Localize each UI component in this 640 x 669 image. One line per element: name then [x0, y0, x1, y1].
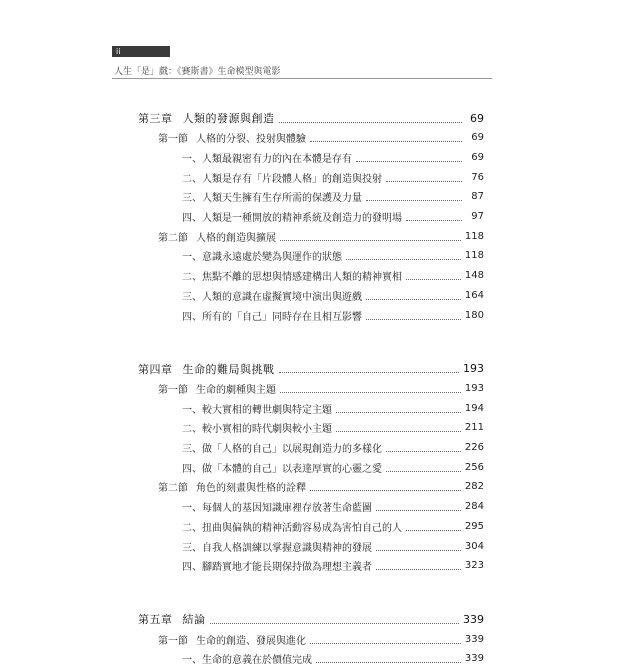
dot-leader [280, 392, 461, 393]
toc-item-title [182, 539, 372, 554]
toc-section-label: 第一節 [158, 134, 188, 146]
toc-item-page-number: 339 [464, 653, 484, 665]
toc-item [112, 285, 484, 305]
toc-item-title [182, 288, 362, 303]
toc-section-page-number: 193 [464, 382, 484, 394]
toc-item-text: 一、生命的意義在於價值完成 [182, 655, 312, 667]
toc-item-text: 四、腳踏實地才能長期保持做為理想主義者 [182, 562, 372, 574]
toc-item-page-number: 226 [464, 442, 484, 453]
toc-item-text: 三、做「人格的自己」以展現創造力的多樣化 [182, 444, 382, 455]
toc-item [112, 266, 484, 286]
toc-section-label: 第二節 [158, 232, 188, 244]
dot-leader [406, 220, 462, 221]
toc-item-page-number: 148 [464, 270, 484, 282]
toc-item-text: 一、人類最親密有力的內在本體是存有 [182, 153, 352, 165]
toc-item-title [182, 440, 382, 455]
dot-leader [346, 259, 461, 260]
dot-leader [310, 141, 462, 142]
dot-leader [406, 279, 461, 280]
dot-leader [280, 240, 461, 241]
dot-leader [366, 319, 461, 320]
toc-section-label: 第二節 [158, 483, 188, 495]
toc-section-text: 人格的分裂、投射與體驗 [196, 134, 306, 146]
toc-chapter [112, 108, 484, 128]
dot-leader [386, 471, 461, 472]
toc-item [112, 207, 484, 227]
toc-item [112, 167, 484, 187]
toc-chapter-text: 結論 [182, 613, 206, 627]
toc-section-page-number: 282 [464, 481, 484, 493]
header-rule [112, 78, 492, 79]
toc-item-title [182, 460, 382, 475]
toc-item-page-number: 323 [464, 560, 484, 572]
toc-item-text: 二、扭曲與偏執的精神活動容易成為害怕自己的人 [182, 522, 402, 534]
toc-item-title [182, 248, 342, 263]
toc-chapter-page-number: 339 [463, 612, 484, 626]
toc-item-title [182, 308, 362, 323]
toc-item-page-number: 118 [464, 250, 484, 262]
toc-item [112, 305, 484, 325]
toc-item-page-number: 69 [471, 151, 484, 163]
dot-leader [316, 662, 461, 663]
toc-item-title [182, 519, 402, 534]
toc-item-page-number: 211 [464, 422, 484, 434]
dot-leader [376, 550, 461, 551]
toc-item-title [182, 420, 332, 435]
toc-item-page-number: 284 [464, 501, 484, 513]
toc-section-text: 生命的創造、發展與進化 [196, 635, 306, 647]
toc-chapter-label: 第四章 [138, 362, 173, 376]
toc-item-title [182, 189, 362, 204]
toc-item-text: 一、每個人的基因知識庫裡存放著生命藍圖 [182, 503, 372, 515]
page-number-tab: ii [112, 46, 170, 57]
toc-item-page-number: 194 [464, 402, 484, 414]
toc-item-text: 二、焦點不離的思想與情感建構出人類的精神實相 [182, 272, 402, 284]
toc-item-page-number: 76 [471, 171, 484, 183]
toc-section [112, 128, 484, 148]
dot-leader [386, 181, 462, 182]
toc-chapter-title [138, 361, 275, 377]
toc-section-page-number: 69 [471, 132, 484, 144]
toc-item-text: 三、自我人格訓練以掌握意識與精神的發展 [182, 542, 372, 554]
toc-chapter-title [138, 611, 206, 627]
dot-leader [310, 643, 461, 644]
toc-item [112, 398, 484, 418]
toc-item-text: 一、意識永遠處於變為與運作的狀態 [182, 252, 342, 264]
toc-item [112, 438, 484, 458]
toc-section-page-number: 118 [464, 230, 484, 242]
dot-leader [279, 122, 463, 123]
dot-leader [376, 510, 461, 511]
toc-item [112, 536, 484, 556]
toc-item [112, 147, 484, 167]
toc-item-title [182, 170, 382, 185]
toc-section-label: 第一節 [158, 635, 188, 647]
toc-chapter-label: 第五章 [138, 613, 173, 627]
toc-item [112, 556, 484, 576]
toc-item-page-number: 164 [464, 289, 484, 301]
toc-item-title [182, 401, 332, 416]
toc-item [112, 649, 484, 669]
toc-section [112, 629, 484, 649]
toc-item [112, 457, 484, 477]
toc-chapter-title [138, 110, 275, 126]
toc-item-text: 四、所有的「自己」同時存在且相互影響 [182, 311, 362, 323]
toc-item-text: 一、較大實相的轉世劇與特定主題 [182, 404, 332, 416]
toc-item-text: 二、較小實相的時代劇與較小主題 [182, 424, 332, 436]
toc-item-page-number: 256 [464, 461, 484, 473]
toc-chapter-page-number: 69 [470, 111, 484, 125]
dot-leader [376, 569, 461, 570]
toc-item-page-number: 97 [471, 211, 484, 222]
toc-item-title [182, 558, 372, 573]
toc-item-title [182, 150, 352, 165]
toc-chapter [112, 609, 484, 629]
toc-chapter-text: 人類的發源與創造 [182, 112, 275, 125]
dot-leader [366, 299, 461, 300]
toc-item-text: 四、人類是一種開放的精神系統及創造力的發明場 [182, 213, 402, 224]
toc-item-title [182, 209, 402, 224]
toc-section [112, 226, 484, 246]
toc-chapter-label: 第三章 [138, 112, 173, 125]
toc-item [112, 187, 484, 207]
toc-item-text: 三、人類的意識在虛擬實境中演出與遊戲 [182, 291, 362, 303]
toc-item-page-number: 304 [464, 540, 484, 552]
dot-leader [210, 623, 460, 624]
toc-section-title [158, 632, 306, 647]
dot-leader [366, 200, 462, 201]
toc-section-text: 生命的劇種與主題 [196, 384, 276, 396]
toc-section-text: 角色的刻畫與性格的詮釋 [196, 483, 306, 495]
toc-chapter-page-number: 193 [463, 362, 484, 376]
toc-chapter-text: 生命的難局與挑戰 [182, 362, 275, 376]
toc-chapter [112, 359, 484, 379]
dot-leader [279, 372, 460, 373]
dot-leader [336, 431, 461, 432]
toc-item-title [182, 268, 402, 283]
dot-leader [336, 412, 461, 413]
toc-item [112, 246, 484, 266]
dot-leader [356, 161, 462, 162]
toc-item-page-number: 87 [471, 191, 484, 203]
toc-section-text: 人格的創造與擴展 [196, 232, 276, 244]
toc-item-text: 二、人類是存有「片段體人格」的創造與投射 [182, 173, 382, 185]
toc-section-label: 第一節 [158, 384, 188, 396]
toc-item-page-number: 180 [464, 309, 484, 321]
toc-item-text: 四、做「本體的自己」以表達厚實的心靈之愛 [182, 463, 382, 475]
dot-leader [386, 451, 461, 452]
toc-item [112, 516, 484, 536]
toc-section-title [158, 229, 276, 244]
toc-item [112, 497, 484, 517]
toc-item-page-number: 295 [464, 520, 484, 532]
running-head: 人生「是」戲：《賽斯書》生命模型與電影 [114, 67, 281, 77]
toc-section-title [158, 130, 306, 145]
dot-leader [310, 490, 461, 491]
toc-section-page-number: 339 [464, 633, 484, 645]
toc-item [112, 418, 484, 438]
toc-item-title [182, 651, 312, 666]
toc-section-title [158, 479, 306, 494]
dot-leader [406, 530, 461, 531]
toc-section-title [158, 381, 276, 396]
toc-item-text: 三、人類天生擁有生存所需的保護及力量 [182, 193, 362, 205]
toc-section [112, 378, 484, 398]
toc-item-title [182, 499, 372, 514]
toc-section [112, 477, 484, 497]
